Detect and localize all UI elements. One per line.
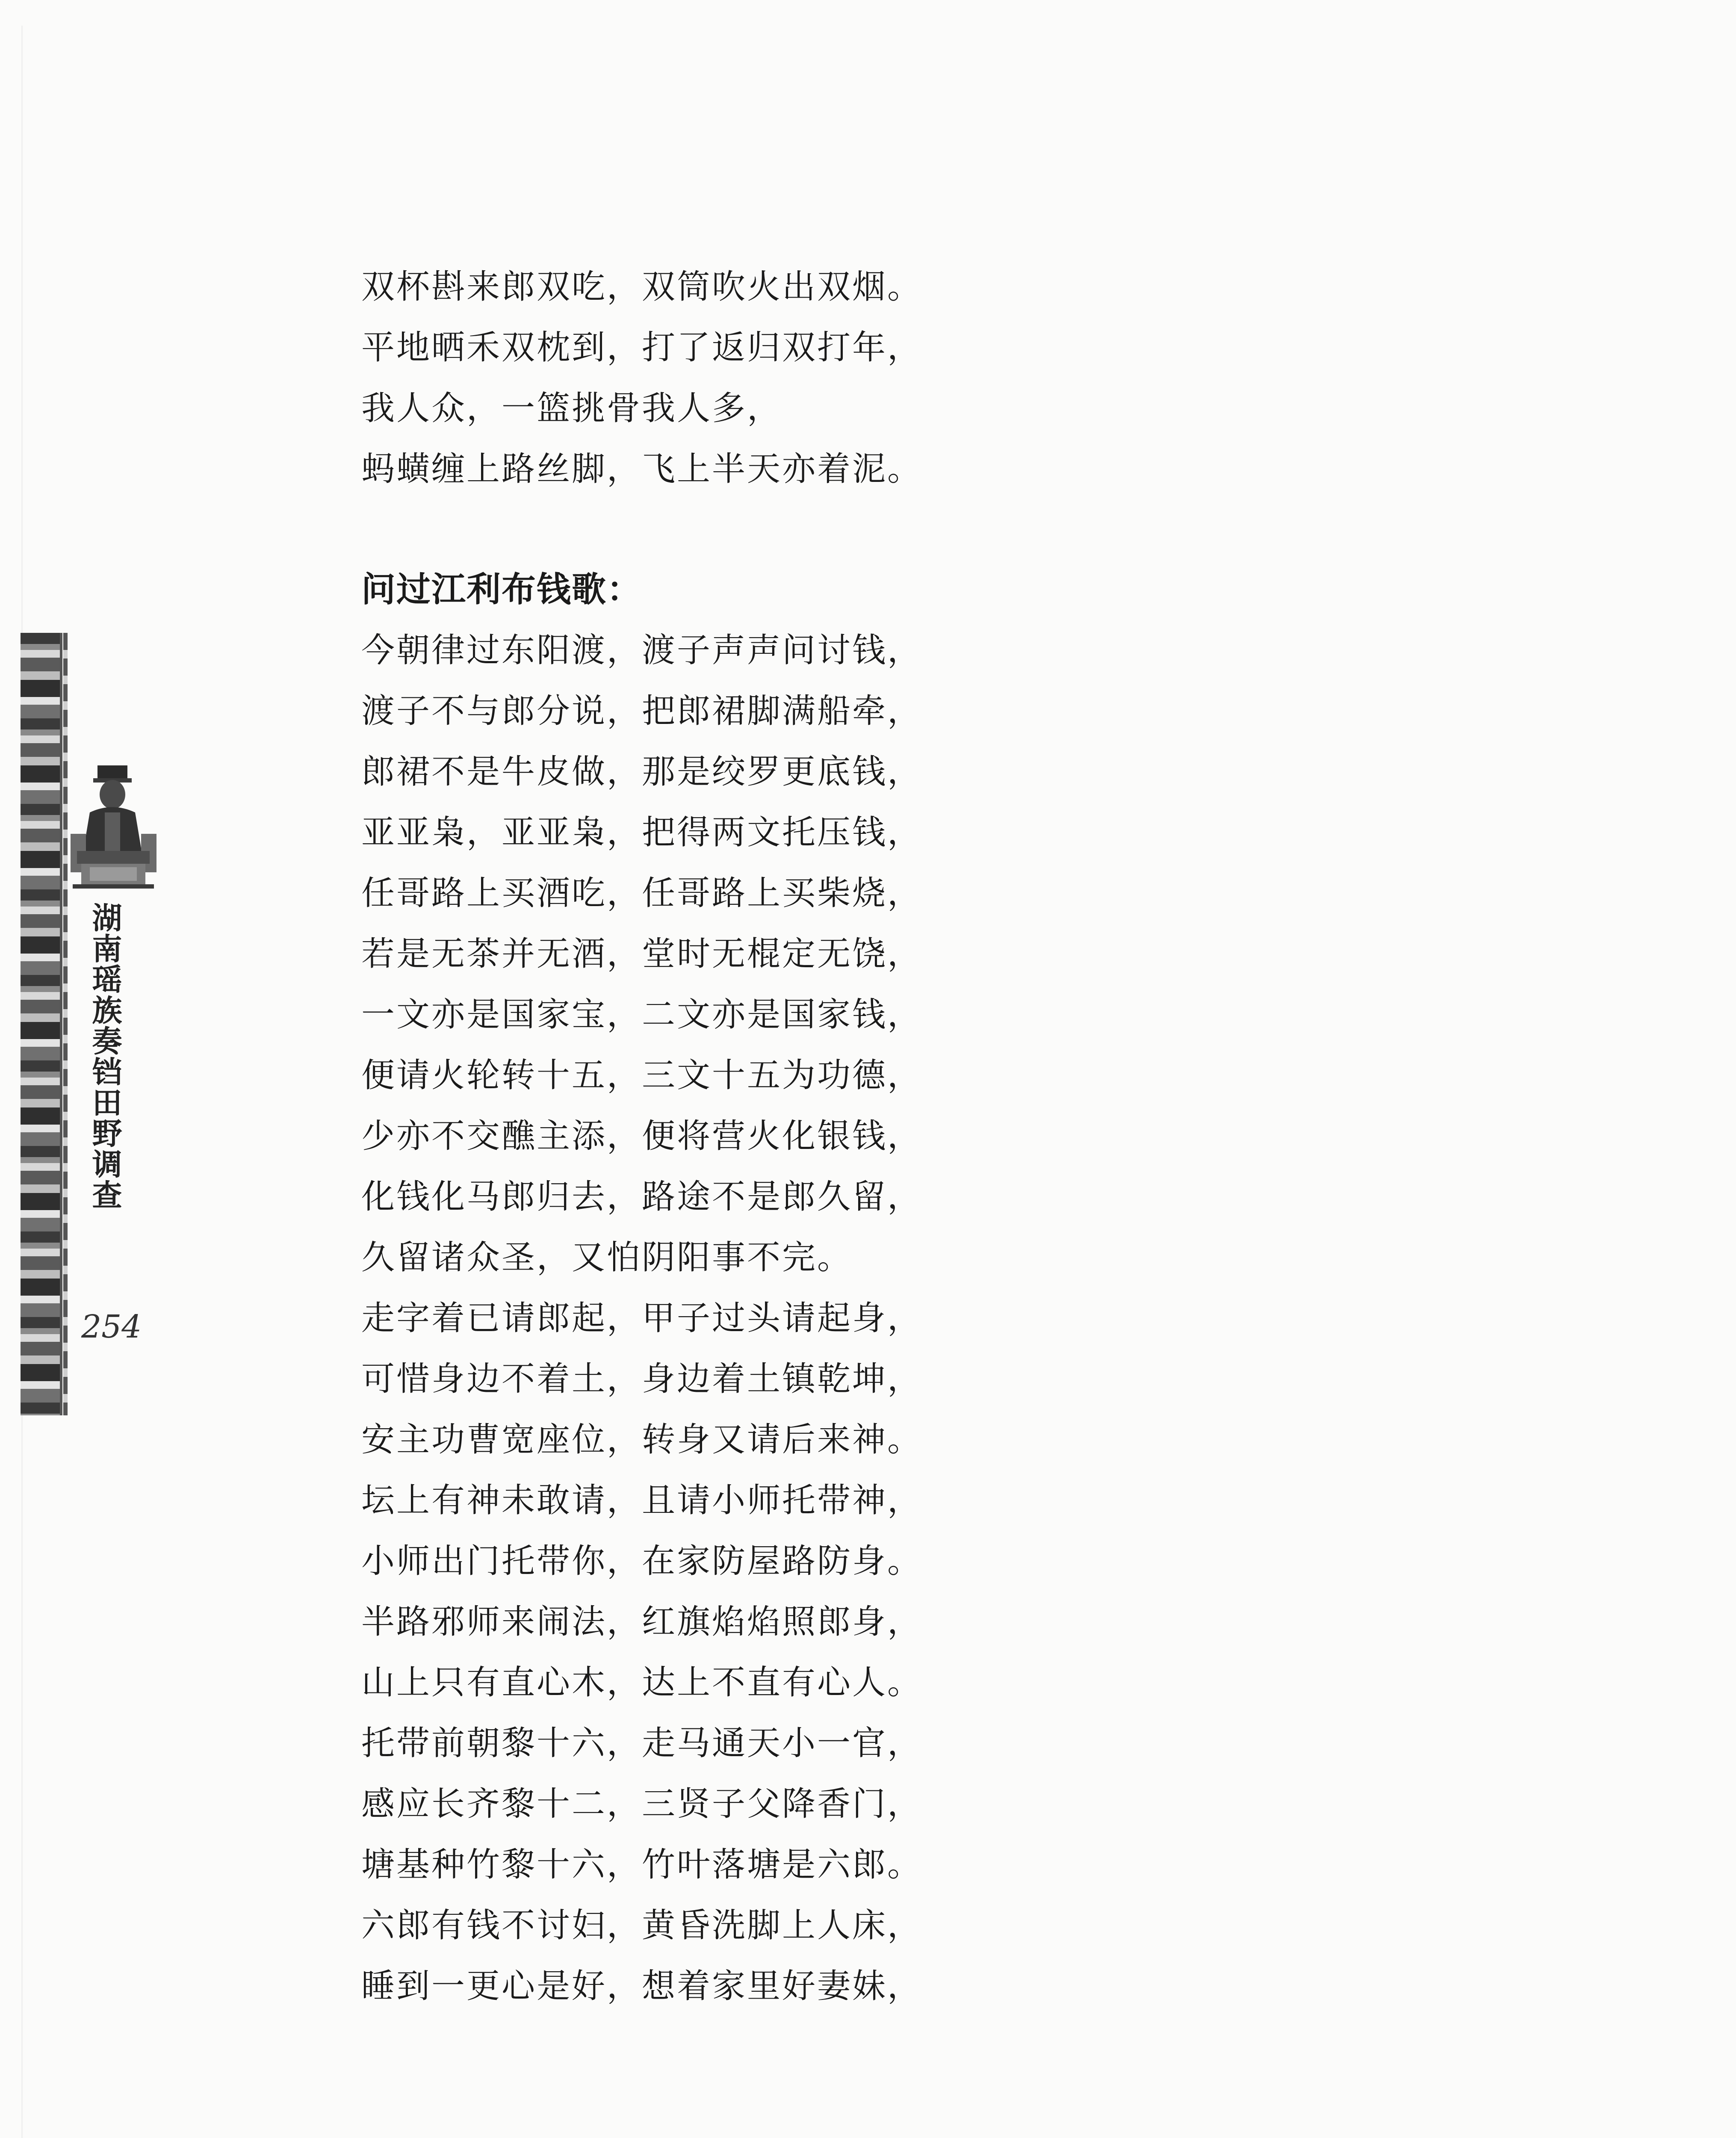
song-line: 若是无茶并无酒，堂时无棍定无饶，: [361, 935, 923, 973]
decorative-border: [21, 633, 62, 1415]
song-line: 亚亚枭，亚亚枭，把得两文托压钱，: [361, 813, 923, 852]
seated-figure-illustration: [64, 761, 162, 889]
song-line: 郎裙不是牛皮做，那是绞罗更底钱，: [361, 753, 923, 791]
song-line: 任哥路上买酒吃，任哥路上买柴烧，: [361, 874, 923, 912]
song-line: 安主功曹宽座位，转身又请后来神。: [361, 1420, 923, 1459]
song-line: 小师出门托带你，在家防屋路防身。: [361, 1542, 923, 1580]
song-line: 六郎有钱不讨妇，黄昏洗脚上人床，: [361, 1906, 923, 1945]
song-line: 坛上有神未敢请，且请小师托带神，: [361, 1481, 923, 1520]
song-line: 少亦不交醮主添，便将营火化银钱，: [361, 1117, 923, 1155]
song-line: 山上只有直心木，达上不直有心人。: [361, 1663, 923, 1702]
book-title: 湖南瑶族奏铛田野调查: [87, 902, 123, 1210]
song-line: 托带前朝黎十六，走马通天小一官，: [361, 1724, 923, 1763]
page-number: 254: [81, 1308, 142, 1345]
song-line: 渡子不与郎分说，把郎裙脚满船牵，: [361, 692, 923, 730]
section-heading: 问过江利布钱歌：: [361, 570, 642, 609]
song-line: 走字着已请郎起，甲子过头请起身，: [361, 1299, 923, 1338]
main-text: [361, 257, 968, 2017]
poem-line: 双杯斟来郎双吃，双筒吹火出双烟。: [361, 268, 923, 306]
poem-line: 蚂蟥缠上路丝脚，飞上半天亦着泥。: [361, 450, 923, 488]
song-line: 久留诸众圣，又怕阴阳事不完。: [361, 1238, 853, 1277]
song-line: 睡到一更心是好，想着家里好妻妹，: [361, 1967, 923, 2005]
song-line: 可惜身边不着土，身边着土镇乾坤，: [361, 1360, 923, 1398]
song-line: 塘基种竹黎十六，竹叶落塘是六郎。: [361, 1846, 923, 1884]
song-line: 感应长齐黎十二，三贤子父降香门，: [361, 1785, 923, 1823]
song-line: 一文亦是国家宝，二文亦是国家钱，: [361, 995, 923, 1034]
song-line: 半路邪师来闹法，红旗焰焰照郎身，: [361, 1603, 923, 1641]
song-line: 化钱化马郎归去，路途不是郎久留，: [361, 1178, 923, 1216]
poem-line: 我人众，一篮挑骨我人多，: [361, 389, 782, 428]
song-line: 今朝律过东阳渡，渡子声声问讨钱，: [361, 631, 923, 670]
poem-line: 平地晒禾双枕到，打了返归双打年，: [361, 328, 923, 367]
song-line: 便请火轮转十五，三文十五为功德，: [361, 1056, 923, 1095]
